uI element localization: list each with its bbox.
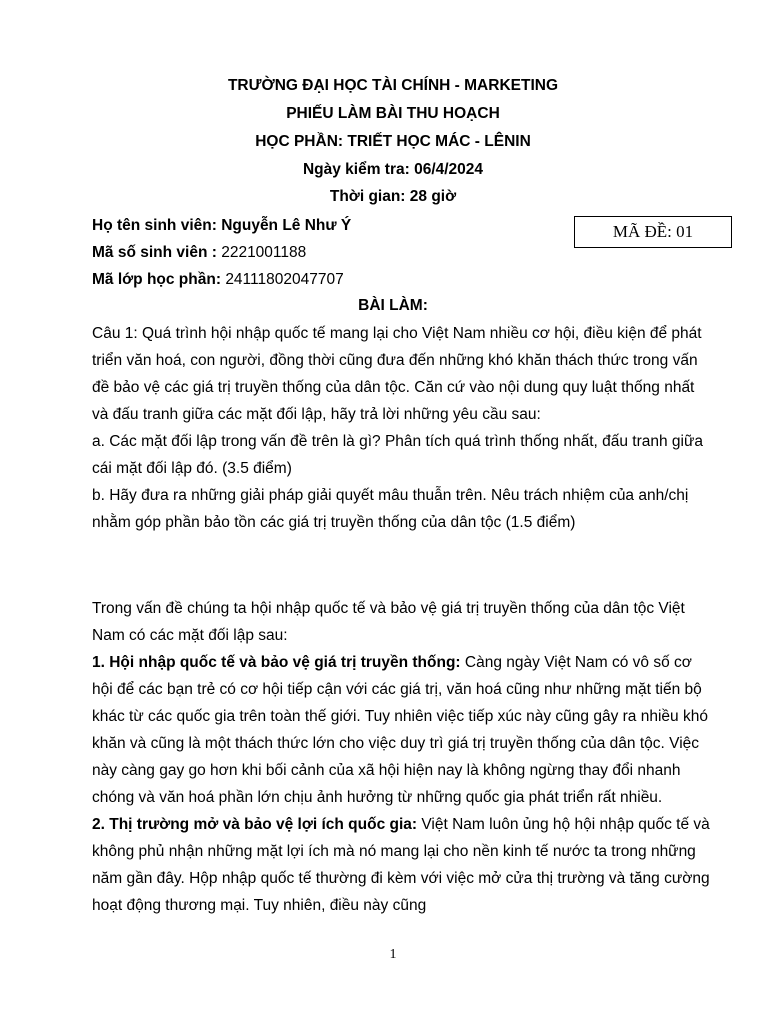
student-name-value: Nguyễn Lê Như Ý xyxy=(221,217,352,234)
question-block xyxy=(92,320,712,536)
page-number: 1 xyxy=(389,947,397,962)
point-1-text: Càng ngày Việt Nam có vô số cơ hội để các bạn trẻ có cơ hội tiếp cận với các giá trị, văn hoá cũng như những mặt tiến bộ khác từ các quốc gia trên toàn thế giới. Tuy nhiên việc tiếp xúc này cũng gây ra nhiều khó khăn và cũng là một thách thức lớn cho việc duy trì giá trị truyền thống của dân tộc. Việc này càng gay go hơn khi bối cảnh của xã hội hiện nay là không ngừng thay đổi nhanh chóng và văn hoá phần lớn chịu ảnh hưởng từ những quốc gia phát triển rất nhiều. xyxy=(92,654,708,806)
answer-point-1 xyxy=(92,649,712,811)
class-code-line xyxy=(92,270,344,290)
exam-date: Ngày kiểm tra: 06/4/2024 xyxy=(302,161,484,178)
exam-duration: Thời gian: 28 giờ xyxy=(329,188,457,205)
section-title: BÀI LÀM: xyxy=(358,297,428,314)
school-name: TRƯỜNG ĐẠI HỌC TÀI CHÍNH - MARKETING xyxy=(227,77,559,94)
point-2-text: Việt Nam luôn ủng hộ hội nhập quốc tế và không phủ nhận những mặt lợi ích mà nó mang lại cho nền kinh tế nước ta trong những năm gần đây. Hộp nhập quốc tế thường đi kèm với việc mở cửa thị trường và tăng cường hoạt động thương mại. Tuy nhiên, điều này cũng xyxy=(92,816,710,914)
student-name-line xyxy=(92,216,351,236)
student-id-line xyxy=(92,243,306,263)
form-title: PHIẾU LÀM BÀI THU HOẠCH xyxy=(286,105,500,122)
student-id-label: Mã số sinh viên : xyxy=(92,244,217,261)
student-id-value: 2221001188 xyxy=(221,244,307,261)
exam-code-box: MÃ ĐỀ: 01 xyxy=(574,216,732,248)
student-name-label: Họ tên sinh viên: xyxy=(92,217,217,234)
question-part-b: b. Hãy đưa ra những giải pháp giải quyết mâu thuẫn trên. Nêu trách nhiệm của anh/chị nhằm góp phần bảo tồn các giá trị truyền thống của dân tộc (1.5 điểm) xyxy=(92,487,689,531)
class-code-value: 24111802047707 xyxy=(225,271,344,288)
answer-point-2 xyxy=(92,811,712,919)
course-title: HỌC PHẦN: TRIẾT HỌC MÁC - LÊNIN xyxy=(255,133,531,150)
point-1-heading: 1. Hội nhập quốc tế và bảo vệ giá trị truyền thống: xyxy=(92,654,461,671)
point-2-heading: 2. Thị trường mở và bảo vệ lợi ích quốc gia: xyxy=(92,816,418,833)
answer-block xyxy=(92,595,712,919)
class-code-label: Mã lớp học phần: xyxy=(92,271,221,288)
question-part-a: a. Các mặt đối lập trong vấn đề trên là gì? Phân tích quá trình thống nhất, đấu tranh giữa cái mặt đối lập đó. (3.5 điểm) xyxy=(92,433,703,477)
question-text: Câu 1: Quá trình hội nhập quốc tế mang lại cho Việt Nam nhiều cơ hội, điều kiện để phát triển văn hoá, con người, đồng thời cũng đưa đến những khó khăn thách thức trong vấn đề bảo vệ các giá trị truyền thống của dân tộc. Căn cứ vào nội dung quy luật thống nhất và đấu tranh giữa các mặt đối lập, hãy trả lời những yêu cầu sau: xyxy=(92,325,702,423)
answer-intro: Trong vấn đề chúng ta hội nhập quốc tế và bảo vệ giá trị truyền thống của dân tộc Việt Nam có các mặt đối lập sau: xyxy=(92,600,685,644)
